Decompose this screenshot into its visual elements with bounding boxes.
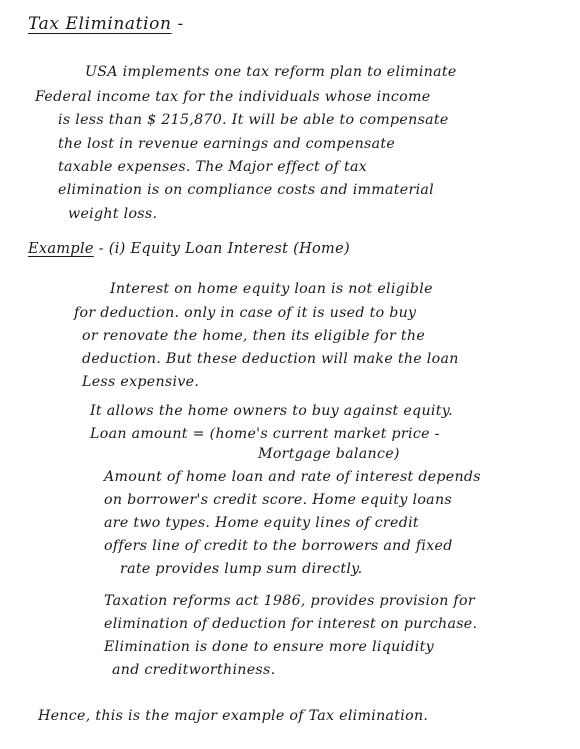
title-text: Tax Elimination [28, 14, 172, 34]
intro-line: elimination is on compliance costs and immaterial [58, 182, 435, 198]
para4-line: and creditworthiness. [112, 662, 276, 678]
intro-line: the lost in revenue earnings and compensate [58, 136, 396, 152]
para2-line: Loan amount = (home's current market price - [90, 426, 440, 442]
para4-line: Elimination is done to ensure more liquidity [104, 639, 434, 655]
para1-line: or renovate the home, then its eligible for the [82, 328, 426, 344]
title-suffix: - [171, 14, 184, 34]
para3-line: rate provides lump sum directly. [120, 561, 363, 577]
example-label: Example [28, 241, 94, 257]
para2-line: It allows the home owners to buy against equity. [90, 403, 453, 419]
para3-line: Amount of home loan and rate of interest depends [104, 469, 481, 485]
para3-line: on borrower's credit score. Home equity loans [104, 492, 452, 508]
intro-line: is less than $ 215,870. It will be able to compensate [58, 112, 449, 128]
para1-line: for deduction. only in case of it is used to buy [74, 305, 417, 321]
para1-line: Less expensive. [82, 374, 200, 390]
intro-line: taxable expenses. The Major effect of tax [58, 159, 368, 175]
intro-line: USA implements one tax reform plan to eliminate [85, 64, 457, 80]
example-heading [28, 241, 350, 257]
para2-line: Mortgage balance) [258, 446, 400, 462]
para3-line: offers line of credit to the borrowers and fixed [104, 538, 453, 554]
para4-line: Taxation reforms act 1986, provides provision for [104, 593, 475, 609]
para1-line: deduction. But these deduction will make the loan [82, 351, 459, 367]
para3-line: are two types. Home equity lines of credit [104, 515, 419, 531]
intro-line: Federal income tax for the individuals whose income [35, 89, 431, 105]
intro-line: weight loss. [68, 206, 158, 222]
page-title [28, 14, 184, 34]
para1-line: Interest on home equity loan is not eligible [110, 281, 433, 297]
example-title: - (i) Equity Loan Interest (Home) [93, 241, 350, 257]
para4-line: elimination of deduction for interest on purchase. [104, 616, 478, 632]
conclusion-line: Hence, this is the major example of Tax elimination. [38, 708, 429, 724]
